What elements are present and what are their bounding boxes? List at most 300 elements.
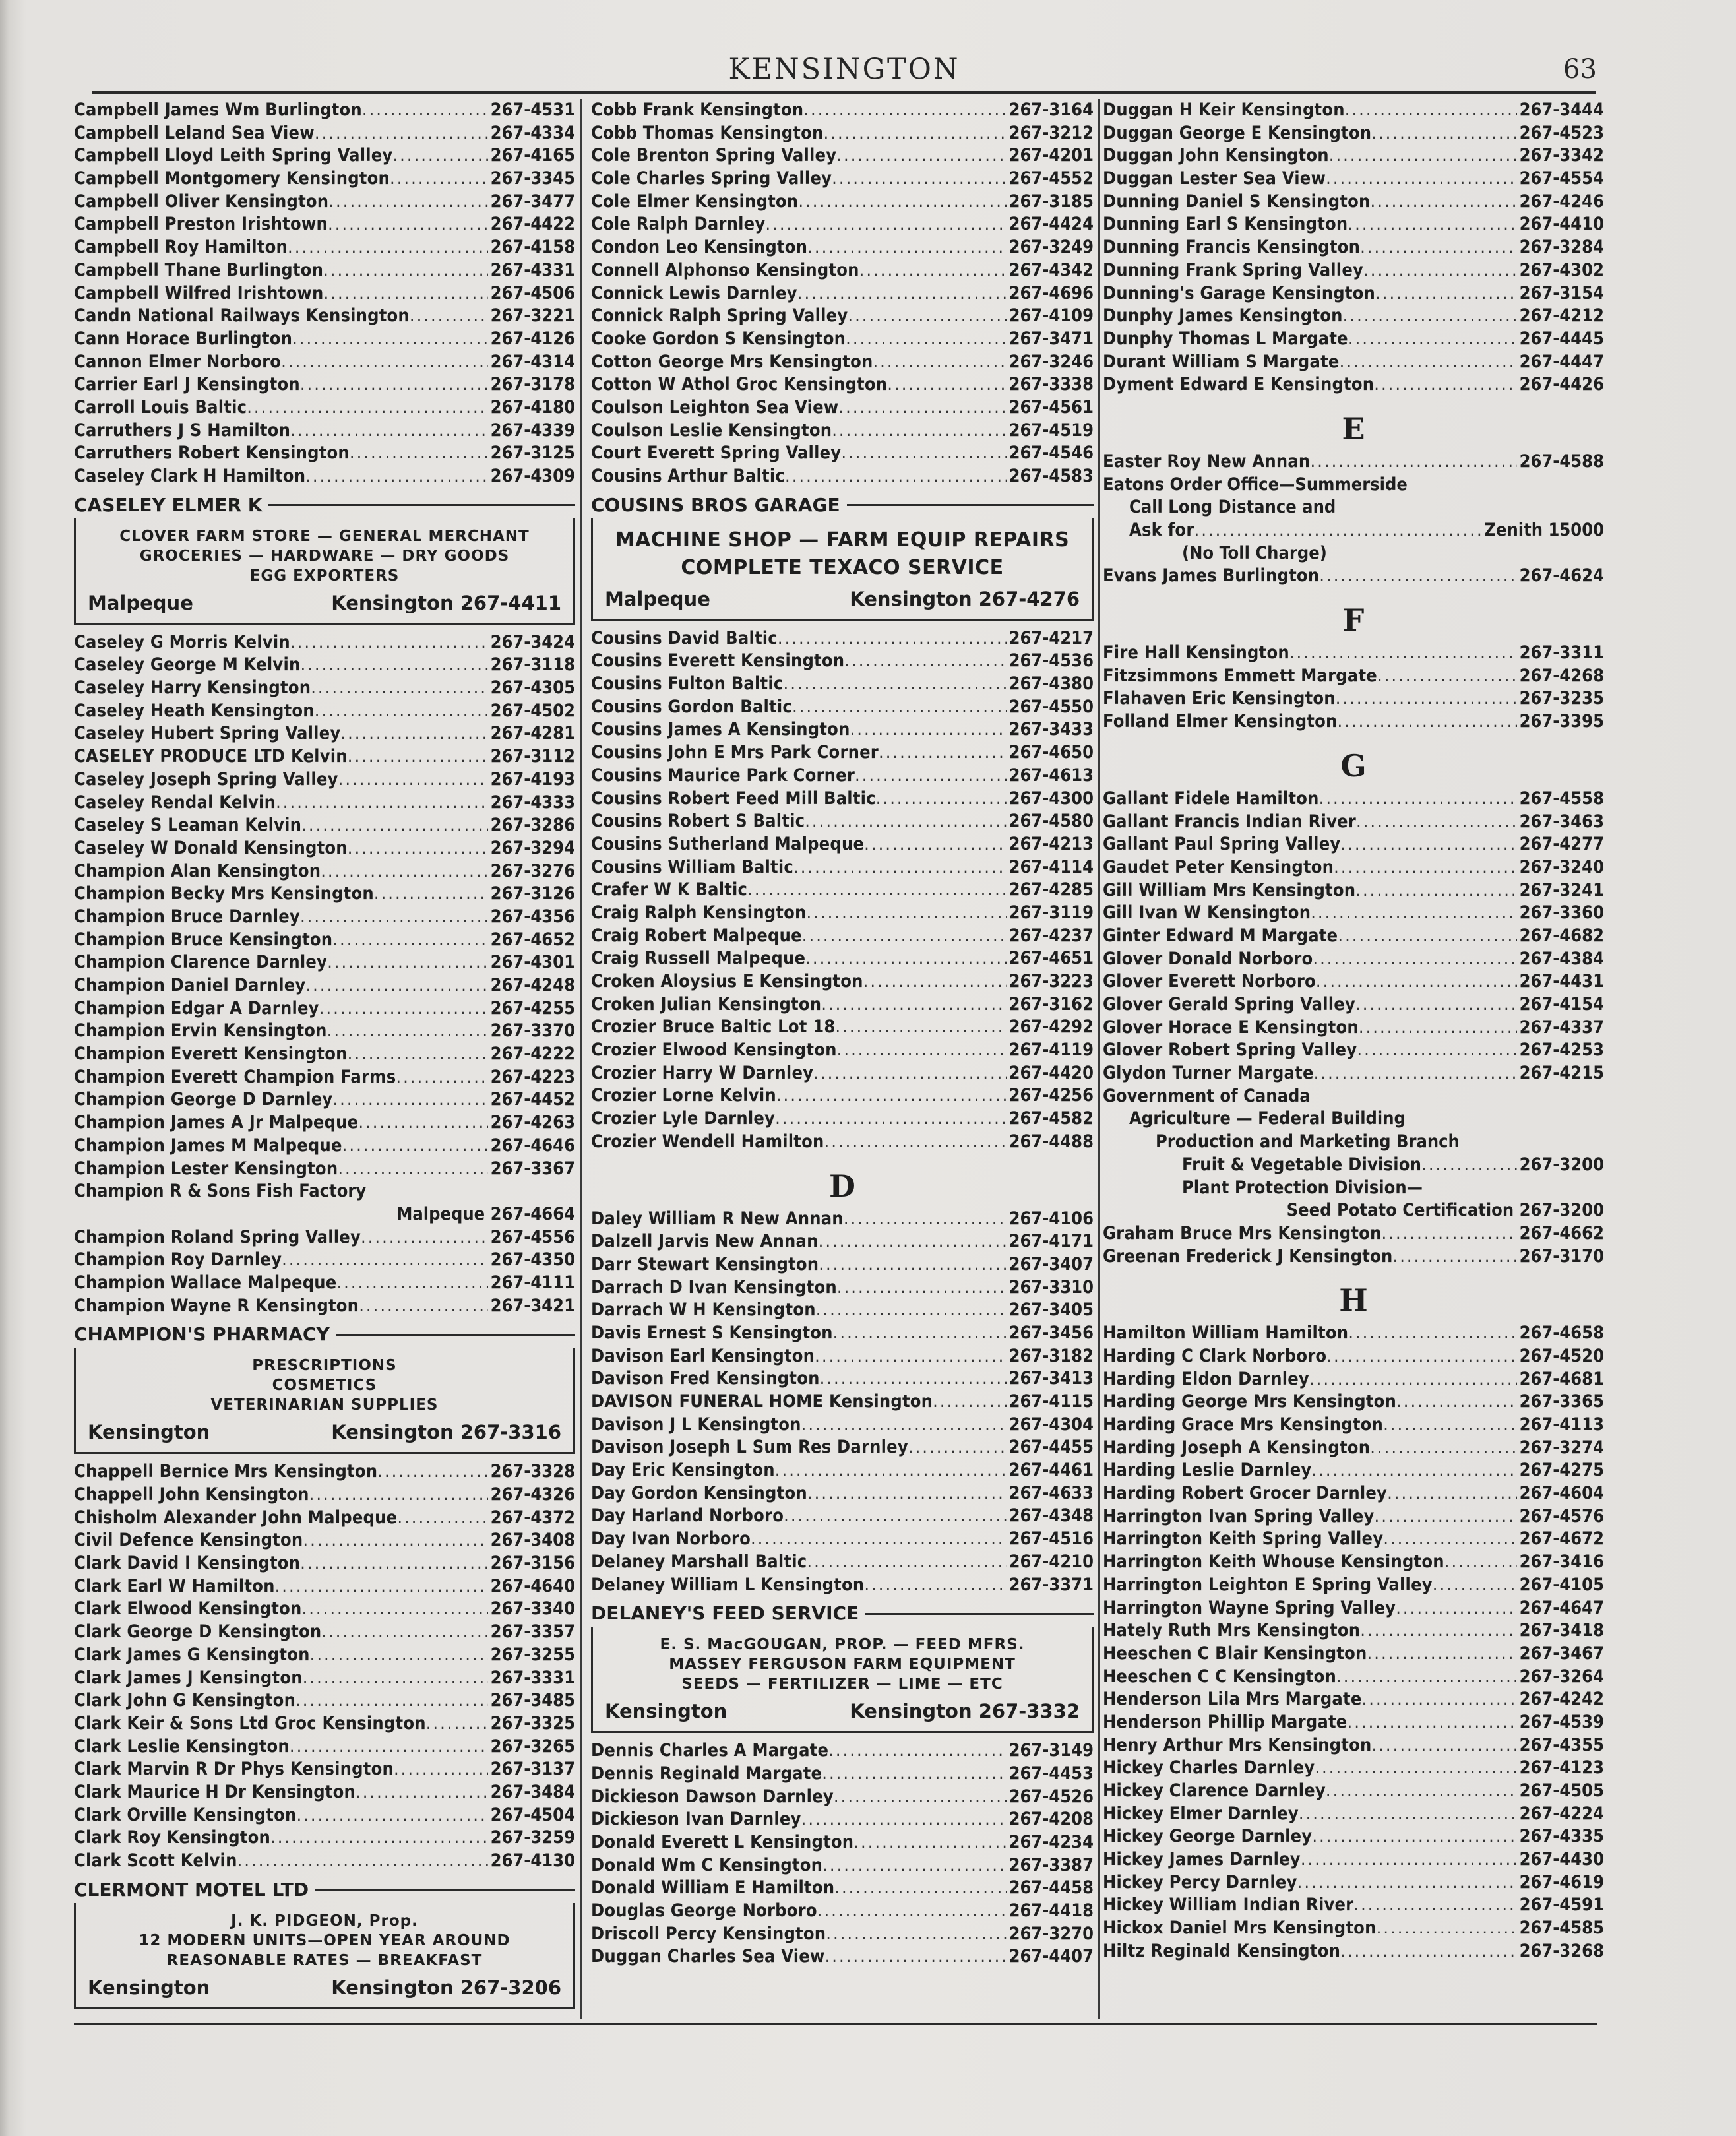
listing-entry (1103, 1505, 1604, 1528)
ad-footer (88, 1973, 561, 2002)
listing-entry (74, 442, 575, 465)
listing-entry (1103, 1666, 1604, 1689)
leader-dots (807, 1482, 1007, 1505)
listing-phone: 267-4431 (1519, 971, 1604, 992)
listing-phone: 267-4424 (1008, 214, 1094, 235)
leader-dots (362, 99, 488, 122)
listing-name: Folland Elmer Kensington (1103, 711, 1338, 732)
leader-dots (1345, 99, 1517, 122)
listing-name: Cobb Thomas Kensington (591, 122, 824, 143)
listing-entry (591, 947, 1094, 970)
listing-entry (591, 236, 1094, 259)
listing-phone: 267-4292 (1008, 1017, 1094, 1038)
leader-dots (1444, 1551, 1517, 1574)
leader-dots (410, 305, 488, 328)
listing-phone: 267-3125 (490, 443, 575, 464)
listing-phone: 267-4591 (1519, 1895, 1604, 1916)
listing-phone: 267-3444 (1519, 100, 1604, 120)
listing-phone: 267-3360 (1519, 902, 1604, 924)
listing-phone: 267-3338 (1008, 374, 1094, 395)
listing-entry (74, 420, 575, 443)
listing-name: Campbell Thane Burlington (74, 259, 324, 280)
leader-dots (1357, 1039, 1516, 1062)
listing-name: Darrach W H Kensington (591, 1300, 816, 1321)
leader-dots (1314, 1062, 1517, 1085)
leader-dots (822, 1763, 1006, 1786)
listing-name: Harding Joseph A Kensington (1103, 1437, 1371, 1458)
listing-phone: 267-3274 (1519, 1437, 1604, 1458)
listing-entry (591, 1923, 1094, 1946)
leader-dots (848, 305, 1006, 328)
listing-name: Cobb Frank Kensington (591, 100, 804, 120)
ad-title-rule (865, 1613, 1094, 1615)
listing-name: Glover Gerald Spring Valley (1103, 994, 1356, 1015)
leader-dots (1348, 1322, 1516, 1345)
listing-entry (1103, 811, 1604, 834)
listing-entry (74, 929, 575, 952)
listing-entry (591, 1084, 1094, 1108)
listing-phone: 267-4539 (1519, 1711, 1604, 1732)
listing-phone: 267-4650 (1008, 742, 1094, 763)
ad-box (74, 1903, 575, 2009)
listing-entry (1103, 948, 1604, 971)
ad-title: CHAMPION'S PHARMACY (74, 1323, 330, 1346)
listing-name: Cannon Elmer Norboro (74, 351, 282, 372)
listing-entry (74, 1484, 575, 1507)
listing-entry (74, 769, 575, 792)
listing-name: Campbell Wilfred Irishtown (74, 282, 324, 303)
listing-phone: 267-4158 (490, 237, 575, 258)
listing-name: Harrington Leighton E Spring Valley (1103, 1574, 1433, 1595)
leader-dots (1375, 282, 1517, 305)
leader-dots (1371, 1734, 1516, 1757)
listing-name: Cole Brenton Spring Valley (591, 145, 837, 166)
leader-dots (338, 769, 488, 792)
leader-dots (835, 1016, 1006, 1039)
listing-phone: 267-3264 (1519, 1666, 1604, 1687)
listing-name: Duggan Lester Sea View (1103, 168, 1326, 189)
listing-name: Harding C Clark Norboro (1103, 1345, 1327, 1366)
leader-dots (327, 951, 488, 974)
listing-entry (1103, 1711, 1604, 1734)
listing-name: Henderson Phillip Margate (1103, 1711, 1348, 1732)
listing-name: Harrington Ivan Spring Valley (1103, 1505, 1375, 1526)
listing-phone: 267-4380 (1008, 674, 1094, 695)
ad-title: COUSINS BROS GARAGE (591, 493, 840, 516)
leader-dots (276, 792, 488, 815)
leader-dots (1359, 1017, 1517, 1040)
leader-dots (275, 1575, 488, 1598)
listing-phone: 267-4384 (1519, 948, 1604, 969)
leader-dots (815, 1345, 1006, 1368)
listing-phone: 267-4212 (1519, 305, 1604, 327)
listing-entry (74, 1135, 575, 1158)
leader-dots (394, 1758, 488, 1781)
listing-phone: 267-3265 (490, 1736, 575, 1757)
listing-name: Crozier Lyle Darnley (591, 1108, 776, 1129)
listing-column-3 (1103, 99, 1604, 2019)
leader-dots (237, 1850, 488, 1873)
listing-phone: 267-4246 (1519, 191, 1604, 212)
listing-entry (1103, 1482, 1604, 1505)
listing-entry (74, 1644, 575, 1667)
listing-phone: 267-4256 (1008, 1085, 1094, 1106)
listing-phone: 267-3200 (1519, 1154, 1604, 1175)
listing-entry (591, 305, 1094, 328)
leader-dots (300, 654, 487, 677)
listing-name: Campbell Oliver Kensington (74, 191, 329, 212)
listing-phone: 267-4583 (1008, 466, 1094, 486)
leader-dots (1340, 833, 1516, 856)
listing-phone: 267-4633 (1008, 1482, 1094, 1503)
listing-entry (591, 1391, 1094, 1414)
listing-name: Champion Lester Kensington (74, 1158, 338, 1179)
listing-phone: 267-4619 (1519, 1871, 1604, 1893)
ad-line: CLOVER FARM STORE — GENERAL MERCHANT (119, 527, 530, 545)
listing-name: Clark James G Kensington (74, 1644, 310, 1665)
listing-name: CASELEY PRODUCE LTD Kelvin (74, 746, 348, 767)
ad-location: Malpeque (605, 587, 710, 610)
business-ad (74, 1321, 575, 1454)
listing-entry (74, 1295, 575, 1318)
ad-footer (605, 1697, 1080, 1726)
listing-name: Dennis Charles A Margate (591, 1740, 829, 1761)
leader-dots (336, 1272, 487, 1295)
listing-entry (591, 1062, 1094, 1085)
listing-phone: 267-3484 (490, 1781, 575, 1802)
ad-phone: Kensington 267-3206 (331, 1976, 561, 1999)
leader-dots (290, 420, 488, 443)
listing-name: Craig Robert Malpeque (591, 925, 802, 946)
listing-entry (1103, 236, 1604, 259)
leader-dots (792, 696, 1007, 719)
listing-name: Dunning Daniel S Kensington (1103, 191, 1371, 212)
listing-name: Cousins Everett Kensington (591, 650, 845, 672)
listing-entry (591, 833, 1094, 856)
listing-phone: 267-4305 (490, 677, 575, 699)
listing-entry (74, 1667, 575, 1690)
listing-name: Champion James A Jr Malpeque (74, 1112, 359, 1133)
listing-name: Campbell Preston Irishtown (74, 214, 328, 235)
listing-phone: 267-4420 (1008, 1062, 1094, 1083)
listing-name: Caseley S Leaman Kelvin (74, 815, 302, 836)
listing-phone: 267-4624 (1519, 565, 1604, 586)
listing-name: Henry Arthur Mrs Kensington (1103, 1734, 1372, 1755)
listing-name: Dunphy Thomas L Margate (1103, 328, 1348, 349)
listing-entry (591, 373, 1094, 396)
listing-entry (1103, 1528, 1604, 1551)
listing-name: Duggan Charles Sea View (591, 1946, 825, 1967)
listing-name: Campbell Montgomery Kensington (74, 168, 390, 189)
listing-name: Connell Alphonso Kensington (591, 259, 859, 280)
listing-name: Hickox Daniel Mrs Kensington (1103, 1918, 1377, 1939)
listing-phone: 267-3240 (1519, 856, 1604, 877)
listing-phone: 267-3424 (490, 631, 575, 652)
listing-entry (591, 1877, 1094, 1900)
listing-entry (74, 305, 575, 328)
listing-entry (1103, 1368, 1604, 1391)
listing-name: Heeschen C C Kensington (1103, 1666, 1337, 1687)
listing-name: Cousins Sutherland Malpeque (591, 833, 865, 854)
listing-entry (591, 1854, 1094, 1877)
listing-phone: 267-4180 (490, 396, 575, 418)
listing-entry (1103, 642, 1604, 665)
listing-entry (591, 1808, 1094, 1831)
ad-line: MASSEY FERGUSON FARM EQUIPMENT (669, 1656, 1016, 1674)
listing-name: Gill William Mrs Kensington (1103, 879, 1356, 900)
leader-dots (1396, 1391, 1517, 1414)
listing-entry (591, 1482, 1094, 1505)
listing-phone: 267-3178 (490, 374, 575, 395)
listing-text: Plant Protection Division— (1182, 1177, 1423, 1198)
listing-name: Harding Leslie Darnley (1103, 1460, 1312, 1481)
leader-dots (392, 144, 487, 168)
listing-phone: 267-4458 (1008, 1877, 1094, 1899)
listing-entry (74, 282, 575, 305)
listing-name: Civil Defence Kensington (74, 1530, 303, 1551)
listing-phone: 267-4585 (1519, 1918, 1604, 1939)
listing-entry (74, 122, 575, 145)
leader-dots (1377, 665, 1517, 688)
listing-name: Clark Elwood Kensington (74, 1598, 302, 1619)
leader-dots (833, 1322, 1007, 1345)
listing-phone: 267-4130 (490, 1850, 575, 1871)
listing-name: Cousins Arthur Baltic (591, 466, 785, 486)
listing-name: Fruit & Vegetable Division (1182, 1154, 1422, 1175)
listing-phone: 267-3310 (1008, 1276, 1094, 1298)
listing-phone: 267-3463 (1519, 811, 1604, 832)
leader-dots (1319, 788, 1517, 811)
listing-name: Henderson Lila Mrs Margate (1103, 1689, 1362, 1710)
listing-phone: 267-4304 (1008, 1414, 1094, 1435)
listing-phone: 267-4526 (1008, 1786, 1094, 1807)
listing-name: Graham Bruce Mrs Kensington (1103, 1222, 1382, 1243)
listing-entry (1103, 1437, 1604, 1460)
leader-dots (824, 1131, 1007, 1154)
listing-name: Davison Joseph L Sum Res Darnley (591, 1437, 908, 1458)
listing-phone: 267-4422 (490, 214, 575, 235)
leader-dots (798, 191, 1006, 214)
listing-entry (591, 1345, 1094, 1368)
listing-phone: 267-4275 (1519, 1460, 1604, 1481)
leader-dots (826, 1923, 1006, 1946)
listing-entry (591, 282, 1094, 305)
listing-name: Clark Leslie Kensington (74, 1736, 290, 1757)
leader-dots (797, 282, 1007, 305)
listing-entry (591, 99, 1094, 122)
leader-dots (1370, 191, 1516, 214)
listing-entry (1103, 1154, 1604, 1177)
listing-entry (74, 1158, 575, 1181)
listing-phone: 267-4193 (490, 769, 575, 790)
listing-name: Cousins David Baltic (591, 627, 778, 648)
listing-phone: 267-4242 (1519, 1689, 1604, 1710)
listing-entry (74, 1249, 575, 1272)
leader-dots (793, 856, 1007, 879)
listing-phone: 267-3456 (1008, 1322, 1094, 1343)
listing-entry (591, 902, 1094, 925)
listing-entry (591, 879, 1094, 902)
listing-name: Dalzell Jarvis New Annan (591, 1231, 819, 1252)
listing-entry (74, 677, 575, 700)
listing-phone: 267-4546 (1008, 443, 1094, 464)
listing-entry (1103, 856, 1604, 879)
listing-entry (1103, 519, 1604, 542)
listing-name: Campbell Lloyd Leith Spring Valley (74, 145, 393, 166)
leader-dots (834, 1877, 1006, 1900)
leader-dots (816, 1299, 1007, 1322)
listing-entry (1103, 1551, 1604, 1574)
leader-dots (776, 1084, 1007, 1108)
leader-dots (801, 1414, 1007, 1437)
leader-dots (828, 1740, 1006, 1763)
listing-name: Durant William S Margate (1103, 351, 1340, 372)
leader-dots (855, 765, 1007, 788)
listing-entry (591, 1039, 1094, 1062)
listing-phone: 267-4105 (1519, 1574, 1604, 1595)
listing-phone: 267-4208 (1008, 1809, 1094, 1830)
listing-name: Daley William R New Annan (591, 1208, 844, 1229)
leader-dots (1396, 1597, 1516, 1620)
listing-name: Ask for (1129, 520, 1194, 540)
leader-dots (807, 902, 1007, 925)
listing-phone: 267-4561 (1008, 396, 1094, 418)
leader-dots (340, 722, 487, 745)
listing-entry (74, 814, 575, 837)
listing-phone: 267-4263 (490, 1112, 575, 1133)
listing-name: Dunning Frank Spring Valley (1103, 259, 1364, 280)
listing-text: Production and Marketing Branch (1156, 1131, 1460, 1152)
listing-name: Clark Keir & Sons Ltd Groc Kensington (74, 1712, 426, 1734)
listing-name: Hickey Percy Darnley (1103, 1871, 1297, 1893)
listing-name: Champion Bruce Darnley (74, 906, 300, 927)
listing-name: Caseley G Morris Kelvin (74, 631, 290, 652)
listing-entry (74, 654, 575, 677)
listing-name: Clark David I Kensington (74, 1553, 301, 1574)
leader-dots (832, 168, 1006, 191)
listing-name: Champion Bruce Kensington (74, 929, 333, 950)
ad-line: VETERINARIAN SUPPLIES (210, 1397, 439, 1414)
leader-dots (1319, 565, 1516, 588)
listing-entry (591, 168, 1094, 191)
listing-name: Cole Ralph Darnley (591, 214, 766, 235)
listing-entry (591, 1763, 1094, 1786)
listing-entry (591, 1322, 1094, 1345)
listing-name: Douglas George Norboro (591, 1900, 817, 1921)
leader-dots (1334, 856, 1516, 879)
listing-phone: 267-4201 (1008, 145, 1094, 166)
listing-name: Day Gordon Kensington (591, 1482, 807, 1503)
listing-phone: 267-3185 (1008, 191, 1094, 212)
listing-entry (1103, 665, 1604, 688)
leader-dots (819, 1230, 1007, 1253)
listing-entry (1103, 1917, 1604, 1940)
leader-dots (824, 122, 1007, 145)
listing-column-2 (591, 99, 1094, 2019)
leader-dots (359, 1295, 487, 1318)
listing-entry (74, 1689, 575, 1712)
listing-name: Glover Horace E Kensington (1103, 1017, 1359, 1038)
listing-phone: 267-4224 (1519, 1803, 1604, 1824)
listing-phone: 267-4333 (490, 792, 575, 813)
listing-name: Dunning Earl S Kensington (1103, 214, 1348, 235)
listing-entry (1103, 1940, 1604, 1963)
ad-footer (605, 584, 1080, 613)
listing-name: Glover Donald Norboro (1103, 948, 1313, 969)
leader-dots (747, 879, 1006, 902)
listing-entry (591, 420, 1094, 443)
listing-name: Connick Ralph Spring Valley (591, 305, 848, 327)
listing-entry (591, 696, 1094, 719)
listing-entry (1103, 565, 1604, 588)
listing-entry (1103, 1780, 1604, 1803)
leader-dots (846, 328, 1006, 351)
listing-entry (591, 1786, 1094, 1809)
leader-dots (290, 1736, 488, 1759)
listing-name: Donald William E Hamilton (591, 1877, 835, 1899)
leader-dots (332, 929, 487, 952)
listing-entry (1103, 99, 1604, 122)
listing-entry (74, 236, 575, 259)
leader-dots (873, 351, 1006, 374)
listing-phone: 267-4520 (1519, 1345, 1604, 1366)
listing-entry (591, 1016, 1094, 1039)
listing-phone: 267-4281 (490, 723, 575, 744)
listing-name: Donald Everett L Kensington (591, 1831, 854, 1852)
leader-dots (1362, 1688, 1517, 1711)
leader-dots (390, 168, 488, 191)
listing-phone: 267-4334 (490, 122, 575, 143)
listing-entry (591, 1831, 1094, 1854)
leader-dots (837, 1276, 1007, 1300)
listing-entry (591, 1131, 1094, 1154)
leader-dots (775, 1108, 1007, 1131)
listing-name: Duggan John Kensington (1103, 145, 1329, 166)
listing-name: Crozier Lorne Kelvin (591, 1085, 776, 1106)
listing-phone: 267-4651 (1008, 948, 1094, 969)
leader-dots (356, 1781, 488, 1804)
listing-name: Harding Grace Mrs Kensington (1103, 1414, 1384, 1435)
listing-phone: 267-3413 (1008, 1368, 1094, 1389)
leader-dots (396, 1066, 487, 1089)
listing-entry (591, 351, 1094, 374)
listing-entry (591, 1414, 1094, 1437)
leader-dots (1370, 1437, 1516, 1460)
ad-line: MACHINE SHOP — FARM EQUIP REPAIRS (615, 528, 1070, 551)
listing-name: Clark Scott Kelvin (74, 1850, 237, 1871)
leader-dots (1343, 305, 1517, 328)
listing-phone: 267-4613 (1008, 765, 1094, 786)
listing-name: Clark James J Kensington (74, 1667, 303, 1688)
leader-dots (1297, 1871, 1517, 1895)
leader-dots (775, 1459, 1007, 1482)
business-ad (591, 1600, 1094, 1733)
listing-entry (1103, 1619, 1604, 1643)
leader-dots (332, 1088, 487, 1112)
listing-entry (74, 1621, 575, 1644)
listing-name: Cole Charles Spring Valley (591, 168, 832, 189)
listing-entry (1103, 1825, 1604, 1848)
listing-entry (74, 1598, 575, 1621)
listing-name: Donald Wm C Kensington (591, 1854, 823, 1875)
listing-phone: 267-4171 (1008, 1231, 1094, 1252)
leader-dots (863, 970, 1007, 993)
leader-dots (303, 1667, 488, 1690)
listing-name: Greenan Frederick J Kensington (1103, 1245, 1393, 1267)
listing-phone: 267-4640 (490, 1575, 575, 1596)
listing-phone: 267-3286 (490, 815, 575, 836)
leader-dots (1326, 1780, 1517, 1803)
